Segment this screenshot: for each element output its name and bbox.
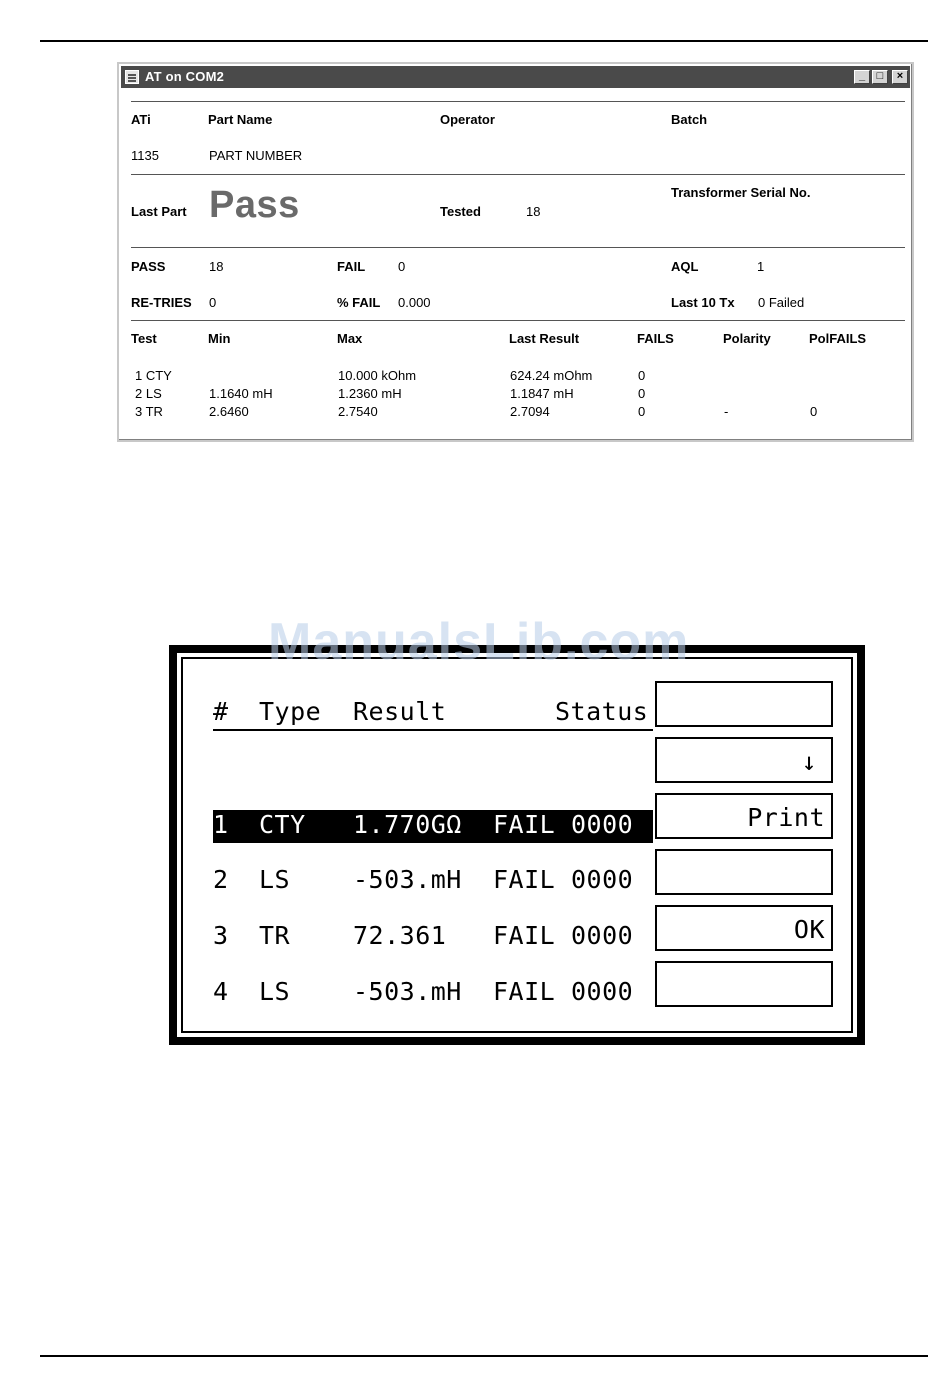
col-polfails: PolFAILS <box>809 331 867 346</box>
last10-value: 0 Failed <box>758 295 805 310</box>
row-2-status: FAIL <box>493 865 556 894</box>
table-row-3-max: 2.7540 <box>338 404 378 419</box>
row-2-code: 0000 <box>571 865 634 894</box>
ok-button[interactable]: OK <box>655 905 833 951</box>
tested-label: Tested <box>440 204 481 219</box>
bottom-rule <box>40 1355 928 1357</box>
title-bar[interactable] <box>121 66 910 88</box>
divider <box>131 101 905 102</box>
softkey-6[interactable] <box>655 961 833 1007</box>
last-part-value: Pass <box>209 184 300 226</box>
table-row-3-polfails: 0 <box>810 404 818 419</box>
table-row-2-min: 1.1640 mH <box>209 386 273 401</box>
retries-label: RE-TRIES <box>131 295 192 310</box>
row-4-num[interactable]: 4 <box>213 977 229 1006</box>
row-1-code: 0000 <box>571 810 634 839</box>
table-row-2-max: 1.2360 mH <box>338 386 402 401</box>
part-name-value: PART NUMBER <box>209 148 303 163</box>
table-row-selected[interactable] <box>213 810 653 843</box>
col-last-result: Last Result <box>509 331 580 346</box>
screen-display <box>181 657 853 1033</box>
maximize-icon[interactable]: □ <box>872 70 888 84</box>
batch-label: Batch <box>671 112 708 127</box>
table-row-1-max: 10.000 kOhm <box>338 368 417 383</box>
col-polarity: Polarity <box>723 331 771 346</box>
arrow-down-icon: ↓ <box>801 747 817 776</box>
row-2-type: LS <box>259 865 291 894</box>
table-row-3-fails: 0 <box>638 404 646 419</box>
row-1-type: CTY <box>259 810 306 839</box>
row-4-status: FAIL <box>493 977 556 1006</box>
fail-value: 0 <box>398 259 406 274</box>
softkey-scroll-down[interactable] <box>655 737 833 783</box>
at-com-window <box>117 62 914 442</box>
watermark: ManualsLib.com <box>268 613 690 671</box>
pctfail-value: 0.000 <box>398 295 431 310</box>
table-row-3-min: 2.6460 <box>209 404 249 419</box>
pass-label: PASS <box>131 259 166 274</box>
header-underline <box>213 729 653 731</box>
table-row-1-test: 1 CTY <box>135 368 172 383</box>
table-row-2-test: 2 LS <box>135 386 162 401</box>
window-title: AT on COM2 <box>145 69 225 84</box>
col-max: Max <box>337 331 363 346</box>
col-fails: FAILS <box>637 331 674 346</box>
aql-label: AQL <box>671 259 699 274</box>
serial-label: Transformer Serial No. <box>671 185 811 200</box>
col-min: Min <box>208 331 231 346</box>
operator-label: Operator <box>440 112 495 127</box>
hdr-number: # <box>213 697 229 726</box>
table-row-3-test: 3 TR <box>135 404 163 419</box>
col-test: Test <box>131 331 157 346</box>
hdr-result: Result <box>353 697 447 726</box>
row-3-code: 0000 <box>571 921 634 950</box>
softkey-1[interactable] <box>655 681 833 727</box>
tested-value: 18 <box>526 204 541 219</box>
hdr-type: Type <box>259 697 322 726</box>
instrument-screen <box>169 645 865 1045</box>
softkey-4[interactable] <box>655 849 833 895</box>
row-1-result: 1.770GΩ <box>353 810 462 839</box>
table-row-2-last: 1.1847 mH <box>510 386 574 401</box>
app-icon <box>125 70 139 84</box>
part-name-label: Part Name <box>208 112 273 127</box>
pass-value: 18 <box>209 259 224 274</box>
row-4-code: 0000 <box>571 977 634 1006</box>
divider <box>131 320 905 321</box>
table-row-3-last: 2.7094 <box>510 404 550 419</box>
fail-label: FAIL <box>337 259 366 274</box>
divider <box>131 174 905 175</box>
ati-label: ATi <box>131 112 151 127</box>
row-1-num: 1 <box>213 810 229 839</box>
row-2-num[interactable]: 2 <box>213 865 229 894</box>
close-icon[interactable]: × <box>892 70 908 84</box>
pctfail-label: % FAIL <box>337 295 381 310</box>
screen-frame <box>177 653 857 1037</box>
ati-value: 1135 <box>131 148 159 163</box>
table-row-1-last: 624.24 mOhm <box>510 368 593 383</box>
minimize-icon[interactable]: _ <box>854 70 870 84</box>
print-button[interactable]: Print <box>655 793 833 839</box>
table-row-3-polarity: - <box>724 404 729 419</box>
row-2-result: -503.mH <box>353 865 462 894</box>
divider <box>131 247 905 248</box>
last-part-label: Last Part <box>131 204 187 219</box>
top-rule <box>40 40 928 42</box>
row-4-type: LS <box>259 977 291 1006</box>
row-4-result: -503.mH <box>353 977 462 1006</box>
hdr-status: Status <box>555 697 649 726</box>
table-row-1-fails: 0 <box>638 368 646 383</box>
row-3-num[interactable]: 3 <box>213 921 229 950</box>
row-3-type: TR <box>259 921 291 950</box>
aql-value: 1 <box>757 259 765 274</box>
row-1-status: FAIL <box>493 810 556 839</box>
last10-label: Last 10 Tx <box>671 295 735 310</box>
table-row-2-fails: 0 <box>638 386 646 401</box>
row-3-status: FAIL <box>493 921 556 950</box>
row-3-result: 72.361 <box>353 921 447 950</box>
retries-value: 0 <box>209 295 217 310</box>
